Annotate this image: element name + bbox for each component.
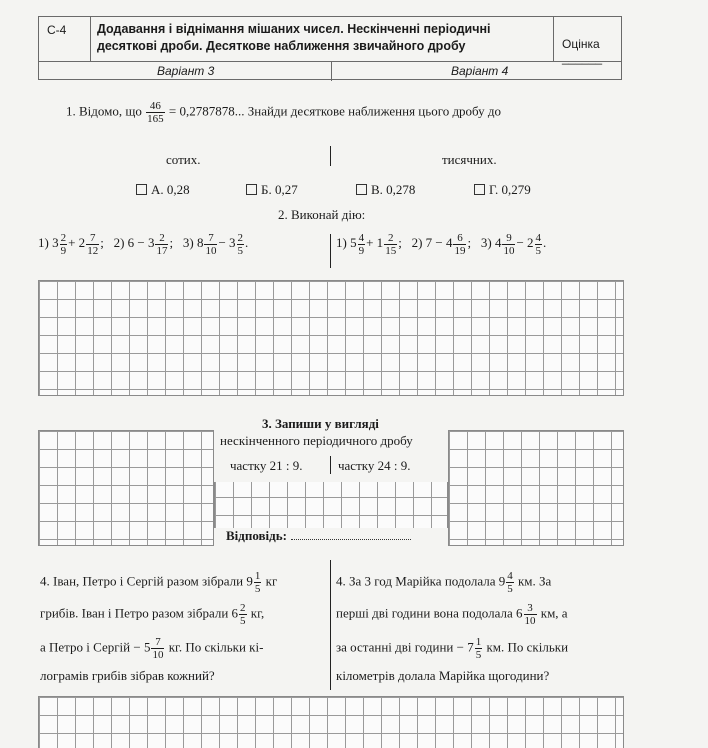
task2-right-expr-3: 3) 4 $\frac{9}{10}$ − 2 $\frac{4}{5}$ . (480, 232, 547, 257)
task4-left-line2: грибів. Іван і Петро разом зібрали 6 $\frac{2}{5}$ кг, (40, 602, 265, 627)
task2-left-expressions (38, 232, 248, 257)
task2-right-expressions (336, 232, 546, 257)
task2-left-expr-2: 2) 6 − 3 $\frac{2}{17}$ ; (113, 232, 174, 257)
variant-row (39, 61, 621, 81)
variant-divider (330, 146, 331, 166)
worksheet-header (38, 16, 622, 80)
task3-left-task: частку 21 : 9. (230, 458, 303, 473)
task2-title: 2. Виконай дію: (278, 207, 366, 222)
checkbox-icon (356, 184, 367, 195)
task4-right-line3: за останні дві години − 7 $\frac{1}{5}$ км. По скільки (336, 636, 569, 661)
checkbox-icon (246, 184, 257, 195)
task1-option-c[interactable]: В. 0,278 (356, 182, 415, 198)
task3-left-grid[interactable] (38, 430, 214, 546)
task3-answer[interactable]: Відповідь: (214, 528, 448, 546)
task1-statement: 1. Відомо, що $\frac{46}{165}$ = 0,2787878... Знайди десяткове наближення цього дробу до (66, 100, 502, 125)
task4-left-line4: лограмів грибів зібрав кожний? (40, 668, 215, 683)
variant-3-label: Варіант 3 (157, 64, 215, 78)
task3-title-line1: 3. Запиши у вигляді (262, 416, 379, 431)
variant-divider (330, 456, 331, 474)
task4-right-line4: кілометрів долала Марійка щогодини? (336, 668, 550, 683)
task4-right-line1: 4. За 3 год Марійка подолала 9 $\frac{4}{5}$ км. За (336, 570, 552, 595)
task3-right-grid[interactable] (448, 430, 624, 546)
task1-option-d[interactable]: Г. 0,279 (474, 182, 531, 198)
variant-divider (330, 234, 331, 268)
task1-right-label: тисячних. (442, 152, 497, 167)
task2-work-grid[interactable] (38, 280, 624, 396)
checkbox-icon (136, 184, 147, 195)
grade-field[interactable]: Оцінка ______ (553, 17, 623, 61)
variant-divider (330, 560, 331, 690)
worksheet-title: Додавання і віднімання мішаних чисел. Нескінченні періодичні десяткові дроби. Десяткове наближення звичайного дробу (97, 22, 491, 53)
task2-right-expr-2: 2) 7 − 4 $\frac{6}{19}$ ; (411, 232, 472, 257)
task4-left-line1: 4. Іван, Петро і Сергій разом зібрали 9 $\frac{1}{5}$ кг (40, 570, 278, 595)
task3-title-line2: нескінченного періодичного дробу (220, 433, 413, 448)
cut-off-top-line (38, 0, 624, 8)
task2-left-expr-1: 1) 3 $\frac{2}{9}$ + 2 $\frac{7}{12}$ ; (38, 232, 104, 257)
task4-work-grid[interactable] (38, 696, 624, 748)
worksheet-code: С-4 (39, 17, 91, 61)
task1-left-label: сотих. (166, 152, 201, 167)
checkbox-icon (474, 184, 485, 195)
task2-right-expr-1: 1) 5 $\frac{4}{9}$ + 1 $\frac{2}{15}$ ; (336, 232, 402, 257)
task4-left-line3: а Петро і Сергій − 5 $\frac{7}{10}$ кг. По скільки кі- (40, 636, 264, 661)
task2-left-expr-3: 3) 8 $\frac{7}{10}$ − 3 $\frac{2}{5}$ . (182, 232, 249, 257)
variant-4-label: Варіант 4 (451, 64, 509, 78)
task3-right-task: частку 24 : 9. (338, 458, 411, 473)
task1-fraction: $\frac{46}{165}$ (147, 100, 164, 125)
task4-right-line2: перші дві години вона подолала 6 $\frac{3}{10}$ км, а (336, 602, 568, 627)
task1-option-b[interactable]: Б. 0,27 (246, 182, 298, 198)
task1-option-a[interactable]: А. 0,28 (136, 182, 190, 198)
